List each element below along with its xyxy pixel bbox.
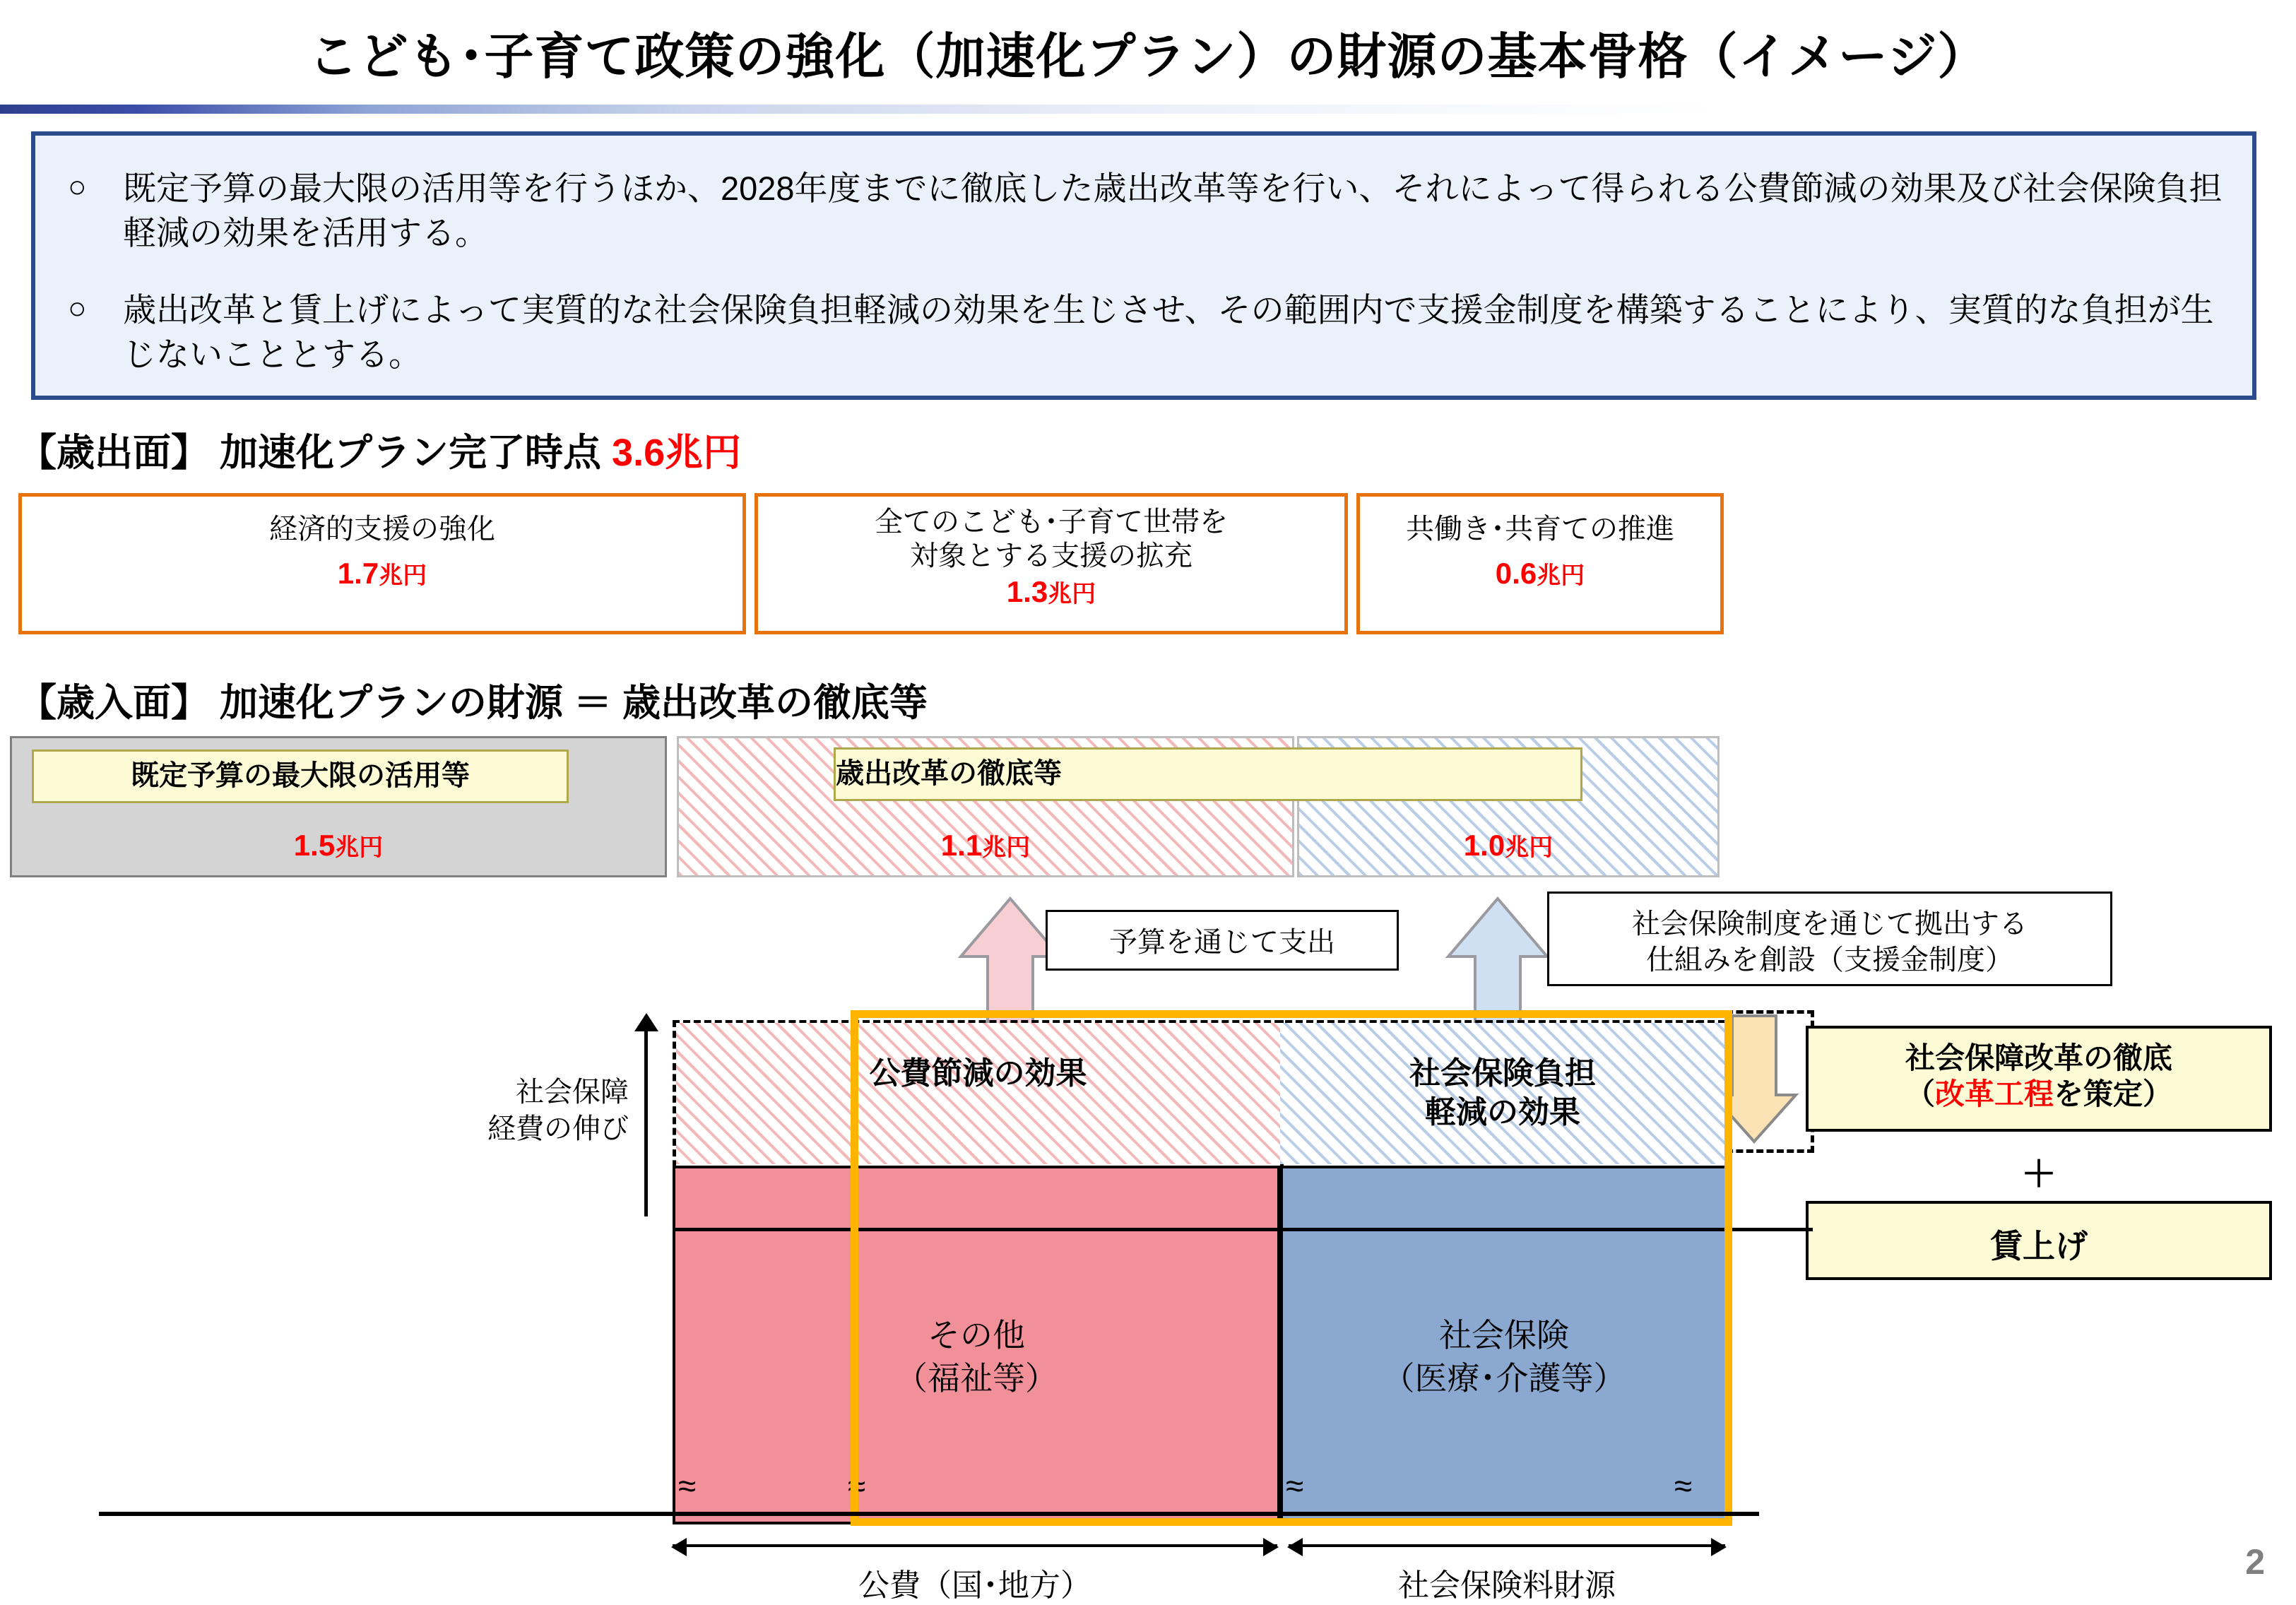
summary-box (31, 131, 2256, 400)
wage-label: 賃上げ (1990, 1228, 2088, 1265)
expenditure-box-2-value: 1.3兆円 (1006, 575, 1096, 608)
baseline-extension (1728, 1228, 1813, 1231)
callout-insurance-line2: 仕組みを創設（支援金制度） (1646, 944, 2013, 976)
reform-line1: 社会保障改革の徹底 (1905, 1041, 2172, 1074)
measure-insurance (1289, 1544, 1725, 1547)
expenditure-box-2-label-line2: 対象とする支援の拡充 (910, 540, 1193, 571)
orange-highlight-frame (851, 1010, 1732, 1526)
revenue-segment-3-value: 1.0兆円 (1463, 829, 1554, 862)
callout-budget: 予算を通じて支出 (1046, 910, 1399, 971)
revenue-segment-2-value: 1.1兆円 (940, 829, 1031, 862)
expenditure-box-2 (755, 493, 1348, 634)
reform-plan-highlight: 改革工程 (1934, 1077, 2054, 1111)
revenue-segment-2-tag: 歳出改革の徹底等 (834, 747, 1582, 801)
expenditure-box-1 (18, 493, 746, 634)
expenditure-box-3-value: 0.6兆円 (1495, 557, 1585, 590)
bullet-icon: ○ (68, 170, 87, 204)
arrow-right-icon (1263, 1538, 1279, 1556)
measure-insurance-label: 社会保険料財源 (1398, 1568, 1616, 1603)
block-other-label: その他 （福祉等） (895, 1317, 1058, 1397)
expenditure-box-1-label: 経済的支援の強化 (269, 514, 495, 545)
squiggle-icon: ≈ (1286, 1467, 1304, 1504)
y-axis-line (644, 1024, 648, 1216)
summary-item-1 (68, 167, 2230, 256)
summary-item-2-text: 歳出改革と賃上げによって実質的な社会保険負担軽減の効果を生じさせ、その範囲内で支援金制度を構築することにより、実質的な負担が生じないこととする。 (123, 291, 2214, 373)
y-axis-label: 社会保障 経費の伸び (487, 1077, 629, 1144)
squiggle-icon: ≈ (1674, 1467, 1693, 1504)
plus-sign: ＋ (2021, 1154, 2057, 1194)
callout-insurance (1547, 892, 2112, 986)
arrow-left-icon (1287, 1538, 1303, 1556)
y-axis-arrow-icon (634, 1013, 658, 1031)
reform-line2: （改革工程を策定） (1905, 1077, 2173, 1111)
expenditure-box-2-label-line1: 全てのこども･子育て世帯を (875, 507, 1228, 538)
revenue-segment-1-value: 1.5兆円 (293, 829, 384, 862)
revenue-bar (10, 736, 1720, 877)
squiggle-icon: ≈ (678, 1467, 697, 1504)
measure-public (673, 1544, 1277, 1547)
band-public-saving-label: 公費節減の効果 (869, 1056, 1087, 1091)
block-social-label: 社会保険 （医療･介護等） (1382, 1317, 1626, 1397)
measure-public-label: 公費（国･地方） (858, 1568, 1091, 1603)
arrow-left-icon (671, 1538, 687, 1556)
summary-item-1-text: 既定予算の最大限の活用等を行うほか、2028年度までに徹底した歳出改革等を行い、それによって得られる公費節減の効果及び社会保険負担軽減の効果を活用する。 (123, 170, 2223, 251)
summary-item-2 (68, 288, 2230, 377)
revenue-heading: 【歳入面】 加速化プランの財源 ＝ 歳出改革の徹底等 (18, 682, 928, 724)
page-number: 2 (2245, 1542, 2265, 1582)
expenditure-box-1-value: 1.7兆円 (337, 557, 427, 590)
expenditure-heading (18, 422, 741, 477)
revenue-segment-1-tag: 既定予算の最大限の活用等 (32, 750, 569, 803)
revenue-segment-existing-budget (10, 736, 667, 877)
arrow-right-icon (1711, 1538, 1727, 1556)
callout-insurance-line1: 社会保険制度を通じて拠出する (1632, 908, 2028, 940)
band-insurance-reduction-label: 社会保険負担 軽減の効果 (1409, 1056, 1596, 1130)
squiggle-icon: ≈ (848, 1467, 866, 1504)
title-divider (0, 105, 2296, 114)
expenditure-box-3-label: 共働き･共育ての推進 (1406, 514, 1674, 545)
chart-area (0, 1010, 2296, 1603)
bullet-icon: ○ (68, 291, 87, 326)
expenditure-heading-text: 【歳出面】 加速化プラン完了時点 (18, 432, 602, 474)
expenditure-total: 3.6兆円 (612, 432, 742, 474)
page-title: こども･子育て政策の強化（加速化プラン）の財源の基本骨格（イメージ） (308, 29, 1988, 84)
chart-baseline (99, 1512, 1759, 1516)
expenditure-box-3 (1356, 493, 1724, 634)
